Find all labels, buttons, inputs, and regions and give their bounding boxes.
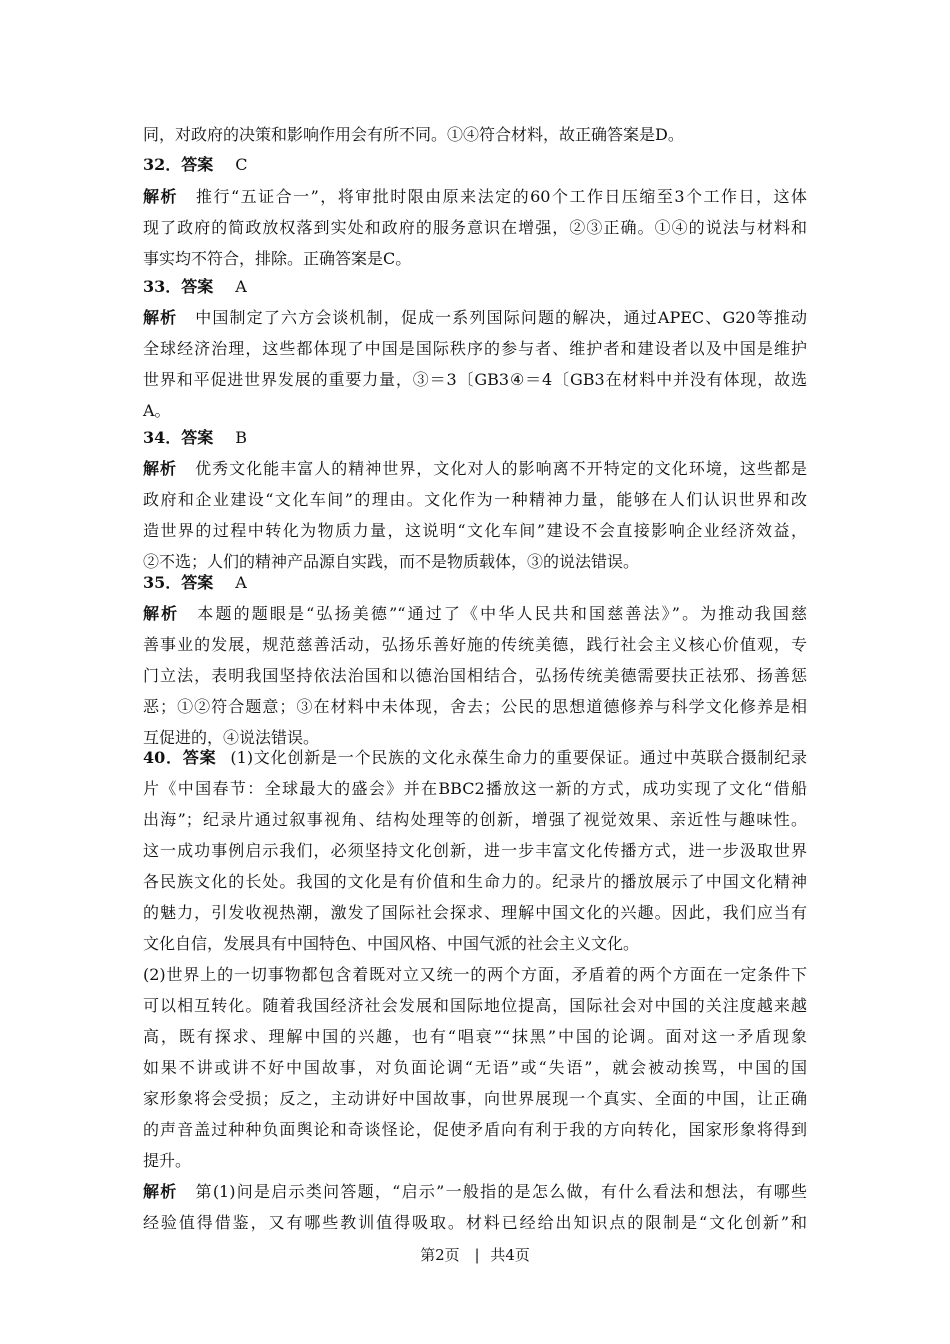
analysis-label: 解析 [143,308,178,327]
analysis-label: 解析 [143,459,178,478]
analysis-line: 政府和企业建设“文化车间”的理由。文化作为一种精神力量，能够在人们认识世界和改 [143,490,807,509]
analysis-line: 造世界的过程中转化为物质力量，这说明“文化车间”建设不会直接影响企业经济效益， [143,521,807,540]
answer-line: 提升。 [143,1151,192,1170]
answer-label: 答案 [182,748,217,767]
footer-separator: | [474,1246,480,1264]
analysis-line: 事实均不符合，排除。正确答案是C。 [143,249,412,268]
item-number: 32． [143,155,182,174]
analysis-line: 互促进的，④说法错误。 [143,728,320,747]
item-number: 33． [143,277,182,296]
analysis-line: 世界和平促进世界发展的重要力量，③＝3〔GB3④＝4〔GB3在材料中并没有体现，故选 [143,370,807,389]
answer-line: 这一成功事例启示我们，必须坚持文化创新，进一步丰富文化传播方式，进一步汲取世界 [143,841,807,860]
analysis-line: 解析 中国制定了六方会谈机制，促成一系列国际问题的解决，通过APEC、G20等推动 [143,308,807,327]
analysis-line: 善事业的发展，规范慈善活动，弘扬乐善好施的传统美德，践行社会主义核心价值观，专 [143,635,807,654]
analysis-line: 解析 本题的题眼是“弘扬美德”“通过了《中华人民共和国慈善法》”。为推动我国慈 [143,604,807,623]
analysis-line: 解析 推行“五证合一”，将审批时限由原来法定的60个工作日压缩至3个工作日，这体 [143,187,807,206]
answer-row [143,275,247,299]
answer-line: 如果不讲或讲不好中国故事，对负面论调“无语”或“失语”，就会被动挨骂，中国的国 [143,1058,807,1077]
item-number: 34． [143,428,182,447]
answer-line: (2)世界上的一切事物都包含着既对立又统一的两个方面，矛盾着的两个方面在一定条件下 [143,965,807,984]
analysis-label: 解析 [143,1182,178,1201]
analysis-line: ②不选；人们的精神产品源自实践，而不是物质载体，③的说法错误。 [143,552,640,571]
analysis-line: 全球经济治理，这些都体现了中国是国际秩序的参与者、维护者和建设者以及中国是维护 [143,339,807,358]
answer-row [143,746,807,770]
answer-row [143,571,247,595]
analysis-line: 经验值得借鉴，又有哪些教训值得吸取。材料已经给出知识点的限制是“文化创新”和 [143,1213,807,1232]
answer-line: 各民族文化的长处。我国的文化是有价值和生命力的。纪录片的播放展示了中国文化精神 [143,872,807,891]
answer-value: C [235,155,248,174]
analysis-line: 恶；①②符合题意；③在材料中未体现，舍去；公民的思想道德修养与科学文化修养是相 [143,697,807,716]
analysis-label: 解析 [143,187,178,206]
answer-value: A [235,277,247,296]
answer-line: 可以相互转化。随着我国经济社会发展和国际地位提高，国际社会对中国的关注度越来越 [143,996,807,1015]
page-number: 第2页 [420,1246,460,1264]
answer-line: 出海”；纪录片通过叙事视角、结构处理等的创新，增强了视觉效果、亲近性与趣味性。 [143,810,807,829]
analysis-line: 解析 优秀文化能丰富人的精神世界，文化对人的影响离不开特定的文化环境，这些都是 [143,459,807,478]
answer-label: 答案 [181,573,214,592]
answer-line: 高，既有探求、理解中国的兴趣，也有“唱衰”“抹黑”中国的论调。面对这一矛盾现象 [143,1027,807,1046]
analysis-line: A。 [143,401,171,420]
analysis-label: 解析 [143,604,180,623]
answer-label: 答案 [181,277,214,296]
item-number: 40． [143,748,183,767]
intro-line: 同，对政府的决策和影响作用会有所不同。①④符合材料，故正确答案是D。 [143,125,684,144]
answer-row [143,153,248,177]
answer-line: 文化自信，发展具有中国特色、中国风格、中国气派的社会主义文化。 [143,934,640,953]
item-number: 35． [143,573,182,592]
analysis-line: 现了政府的简政放权落到实处和政府的服务意识在增强，②③正确。①④的说法与材料和 [143,218,807,237]
analysis-line: 门立法，表明我国坚持依法治国和以德治国相结合，弘扬传统美德需要扶正祛邪、扬善惩 [143,666,807,685]
page-total: 共4页 [490,1246,530,1264]
answer-label: 答案 [181,155,214,174]
answer-text: (1)文化创新是一个民族的文化永葆生命力的重要保证。通过中英联合摄制纪录 [230,748,807,767]
answer-line: 家形象将会受损；反之，主动讲好中国故事，向世界展现一个真实、全面的中国，让正确 [143,1089,807,1108]
answer-line: 的魅力，引发收视热潮，激发了国际社会探求、理解中国文化的兴趣。因此，我们应当有 [143,903,807,922]
answer-row [143,426,247,450]
page-footer [0,1245,950,1265]
answer-line: 片《中国春节：全球最大的盛会》并在BBC2播放这一新的方式，成功实现了文化“借船 [143,779,807,798]
answer-label: 答案 [181,428,214,447]
answer-line: 的声音盖过种种负面舆论和奇谈怪论，促使矛盾向有利于我的方向转化，国家形象将得到 [143,1120,807,1139]
answer-value: A [235,573,247,592]
analysis-line: 解析 第(1)问是启示类问答题，“启示”一般指的是怎么做，有什么看法和想法，有哪些 [143,1182,807,1201]
answer-value: B [235,428,248,447]
